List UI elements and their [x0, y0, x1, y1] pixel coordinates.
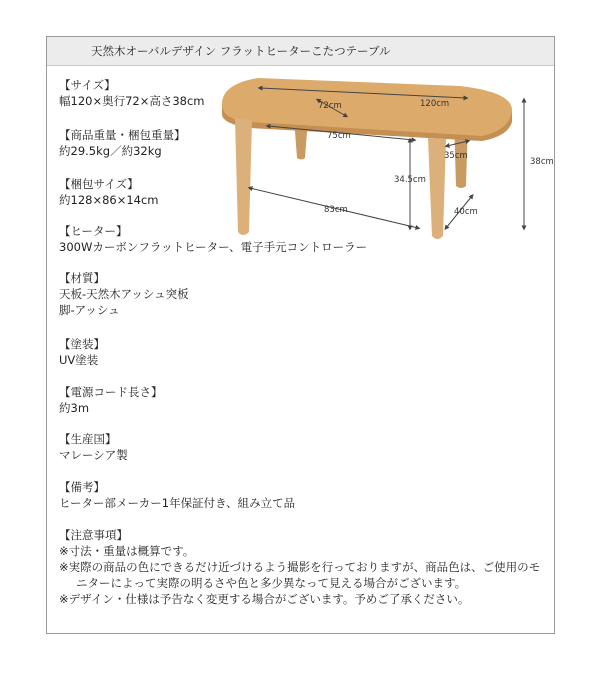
spec-label: 【塗装】: [59, 337, 105, 351]
dim-label-72: 72cm: [318, 101, 342, 111]
spec-value: 約29.5kg／約32kg: [59, 144, 162, 158]
spec-label: 【備考】: [59, 480, 105, 494]
spec-value: 幅120×奥行72×高さ38cm: [59, 94, 205, 108]
spec-value: マレーシア製: [59, 448, 128, 462]
note-line: ※寸法・重量は概算です。: [59, 544, 195, 558]
spec-label: 【サイズ】: [59, 78, 116, 92]
spec-value: 300Wカーボンフラットヒーター、電子手元コントローラー: [59, 240, 368, 254]
note-line: ※実際の商品の色にできるだけ近づけるよう撮影を行っておりますが、商品色は、ご使用のモ: [59, 560, 541, 574]
page-title: 天然木オーバルデザイン フラットヒーターこたつテーブル: [91, 44, 391, 58]
dim-label-34-5: 34.5cm: [394, 175, 426, 185]
note-line: ニターによって実際の明るさや色と多少異なって見える場合がございます。: [76, 576, 467, 590]
spec-label: 【材質】: [59, 271, 105, 285]
spec-label: 【電源コード長さ】: [59, 385, 163, 399]
spec-value: 脚-アッシュ: [59, 303, 120, 317]
dim-label-83: 83cm: [324, 205, 348, 215]
note-line: ※デザイン・仕様は予告なく変更する場合がございます。予めご了承ください。: [59, 592, 470, 606]
spec-value: 天板-天然木アッシュ突板: [59, 287, 189, 301]
spec-value: ヒーター部メーカー1年保証付き、組み立て品: [59, 496, 296, 510]
spec-value: 約3m: [59, 401, 90, 415]
spec-label: 【梱包サイズ】: [59, 177, 139, 191]
spec-label: 【商品重量・梱包重量】: [59, 128, 186, 142]
dim-label-75: 75cm: [327, 131, 351, 141]
spec-value: 約128×86×14cm: [59, 193, 159, 207]
dim-label-120: 120cm: [420, 99, 450, 109]
spec-label: 【ヒーター】: [59, 224, 128, 238]
front-leg-left: [235, 118, 252, 235]
notes-label: 【注意事項】: [59, 528, 128, 542]
dim-label-38: 38cm: [530, 157, 554, 167]
spec-label: 【生産国】: [59, 432, 117, 446]
dim-label-40: 40cm: [454, 207, 478, 217]
spec-value: UV塗装: [59, 353, 99, 367]
dim-label-35: 35cm: [444, 151, 468, 161]
